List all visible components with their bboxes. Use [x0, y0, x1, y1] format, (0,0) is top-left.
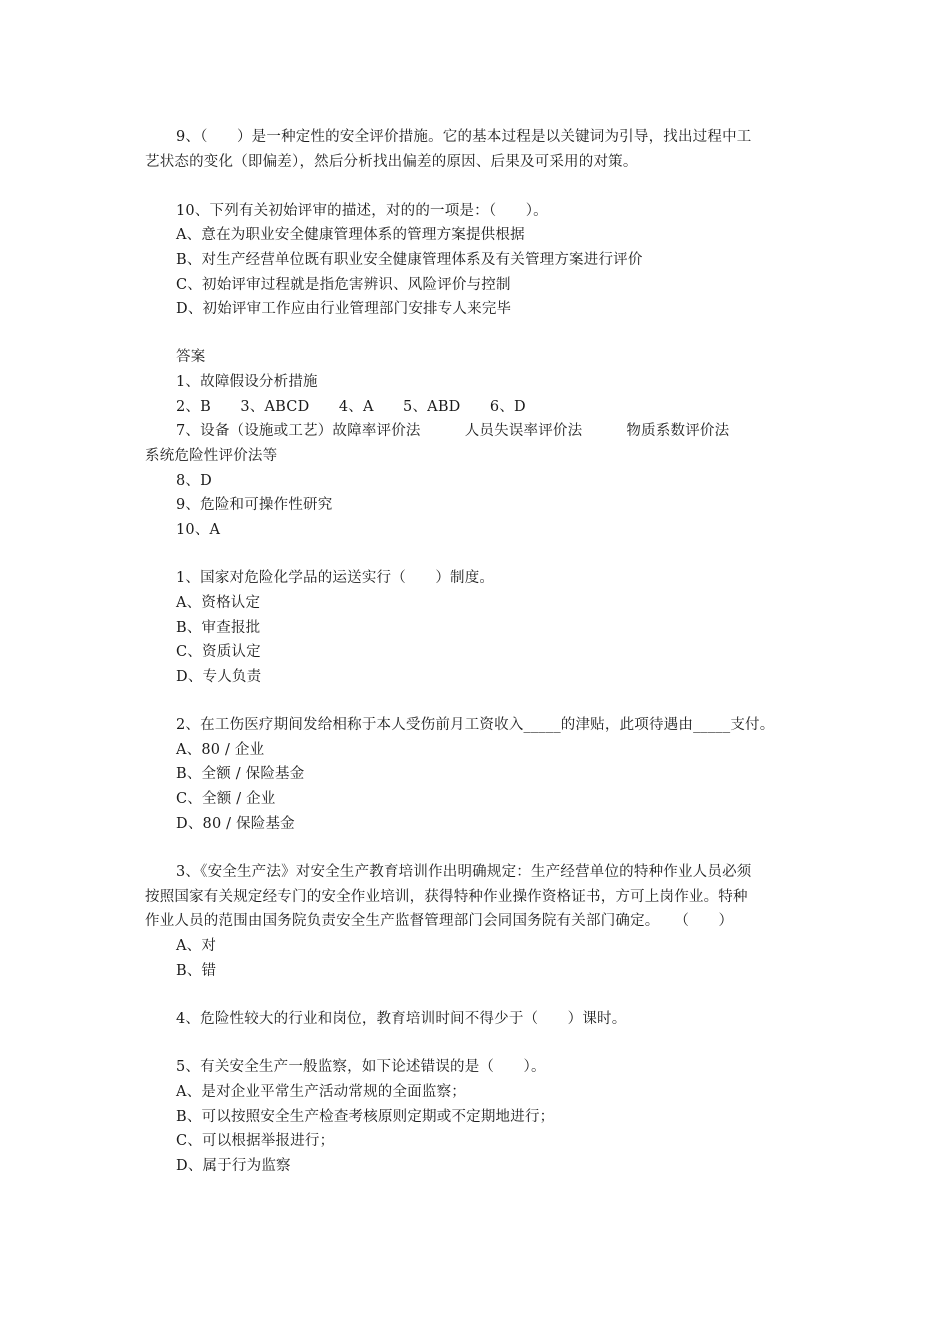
question-10-option-c: C、初始评审过程就是指危害辨识、风险评价与控制 — [176, 277, 511, 293]
answer-line-7: 7、设备（设施或工艺）故障率评价法 人员失误率评价法 物质系数评价法 — [176, 423, 730, 439]
section2-question-2-option-b: B、全额 / 保险基金 — [176, 766, 305, 782]
section2-question-2-option-a: A、80 / 企业 — [176, 742, 265, 758]
section2-question-1-stem: 1、国家对危险化学品的运送实行（ ）制度。 — [176, 570, 495, 586]
section2-question-1-option-a: A、资格认定 — [176, 595, 261, 611]
section2-question-5-option-c: C、可以根据举报进行； — [176, 1133, 335, 1149]
section2-question-1-option-c: C、资质认定 — [176, 644, 261, 660]
question-10-option-b: B、对生产经营单位既有职业安全健康管理体系及有关管理方案进行评价 — [176, 252, 643, 268]
section2-question-1-option-d: D、专人负责 — [176, 669, 262, 685]
question-9-line-1: 9、（ ）是一种定性的安全评价措施。它的基本过程是以关键词为引导，找出过程中工 — [176, 129, 752, 145]
answer-line-8: 8、D — [176, 473, 212, 489]
section2-question-4-stem: 4、危险性较大的行业和岗位，教育培训时间不得少于（ ）课时。 — [176, 1011, 627, 1027]
answer-heading: 答案 — [176, 349, 206, 365]
question-10-option-d: D、初始评审工作应由行业管理部门安排专人来完毕 — [176, 301, 512, 317]
section2-question-5-option-a: A、是对企业平常生产活动常规的全面监察； — [176, 1084, 466, 1100]
answer-line-7-cont: 系统危险性评价法等 — [145, 448, 278, 464]
answer-line-10: 10、A — [176, 522, 221, 538]
answer-line-9: 9、危险和可操作性研究 — [176, 497, 333, 513]
section2-question-2-option-c: C、全额 / 企业 — [176, 791, 276, 807]
section2-question-3-line-1: 3、《安全生产法》对安全生产教育培训作出明确规定：生产经营单位的特种作业人员必须 — [176, 864, 752, 880]
section2-question-5-option-d: D、属于行为监察 — [176, 1158, 291, 1174]
question-10-option-a: A、意在为职业安全健康管理体系的管理方案提供根据 — [176, 227, 525, 243]
section2-question-3-option-b: B、错 — [176, 963, 217, 979]
section2-question-2-option-d: D、80 / 保险基金 — [176, 816, 295, 832]
section2-question-5-option-b: B、可以按照安全生产检查考核原则定期或不定期地进行； — [176, 1109, 555, 1125]
section2-question-5-stem: 5、有关安全生产一般监察，如下论述错误的是（ ）。 — [176, 1059, 546, 1075]
section2-question-3-option-a: A、对 — [176, 938, 217, 954]
section2-question-1-option-b: B、审查报批 — [176, 620, 261, 636]
section2-question-3-line-2: 按照国家有关规定经专门的安全作业培训，获得特种作业操作资格证书，方可上岗作业。特种 — [145, 889, 748, 905]
question-9-line-2: 艺状态的变化（即偏差），然后分析找出偏差的原因、后果及可采用的对策。 — [145, 154, 638, 170]
question-10-stem: 10、下列有关初始评审的描述，对的的一项是：（ ）。 — [176, 203, 548, 219]
answer-line-2: 2、B 3、ABCD 4、A 5、ABD 6、D — [176, 399, 526, 415]
answer-line-1: 1、故障假设分析措施 — [176, 374, 318, 390]
section2-question-3-line-3: 作业人员的范围由国务院负责安全生产监督管理部门会同国务院有关部门确定。 （ ） — [145, 913, 734, 929]
section2-question-2-stem: 2、在工伤医疗期间发给相称于本人受伤前月工资收入_____的津贴，此项待遇由_____支付。 — [176, 717, 775, 733]
